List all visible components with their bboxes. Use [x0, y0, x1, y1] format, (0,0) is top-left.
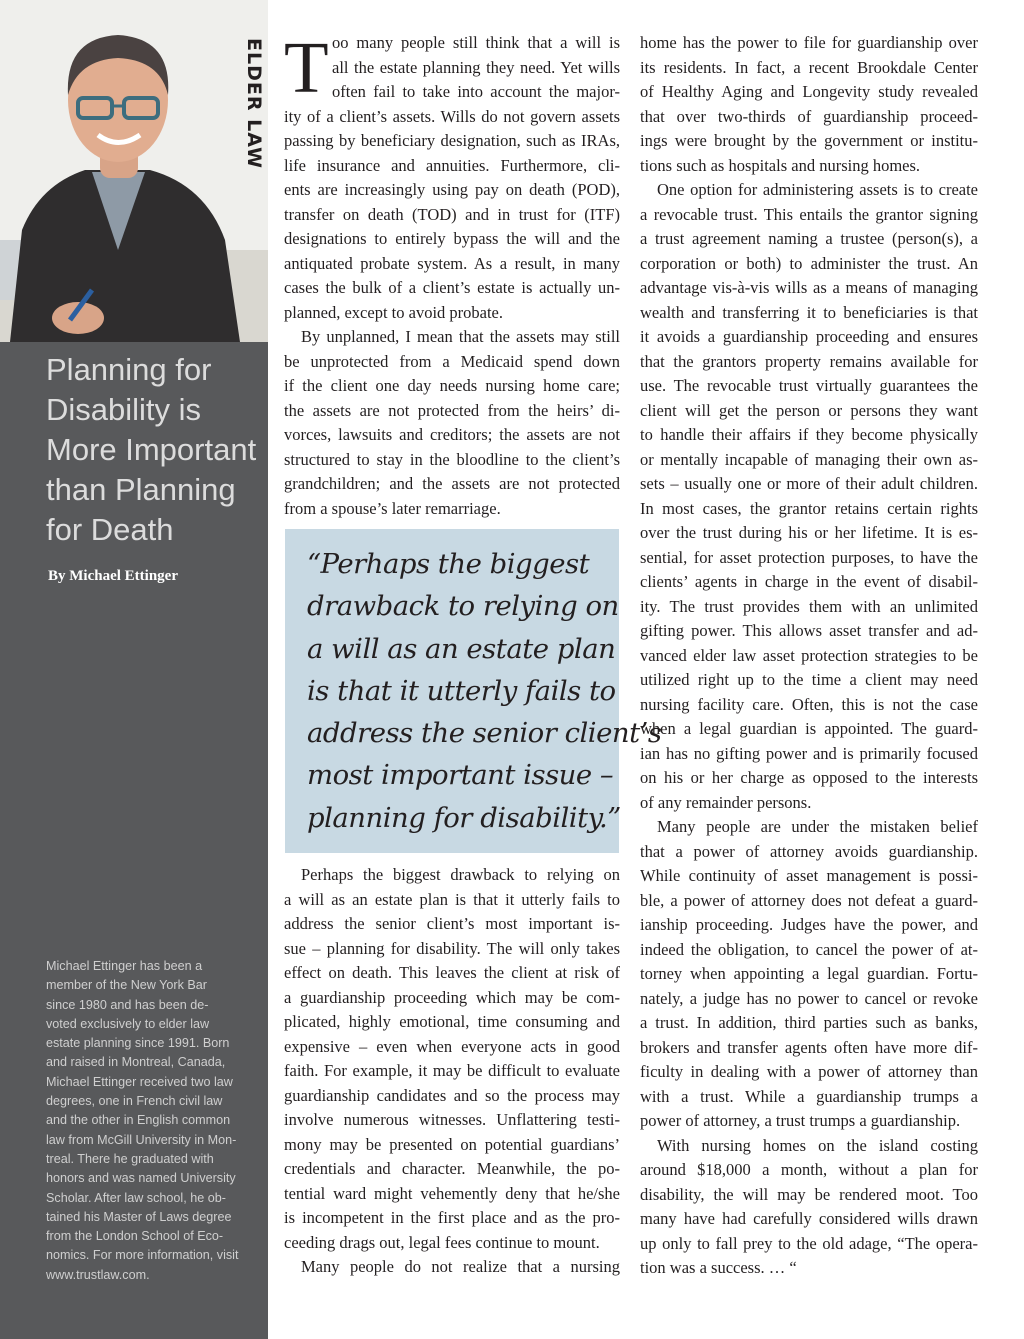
text-line: nursing facility care. Often, this is not the case: [640, 694, 978, 714]
author-photo: [0, 0, 268, 342]
text-line: sets – usually one or more of their adult children.: [640, 474, 978, 493]
text-line: mony may be presented on potential guardians’: [284, 1134, 620, 1154]
text-line: cases the bulk of a client’s estate is actually un-: [284, 278, 620, 297]
text-line: to handle their affairs if they become physically: [640, 425, 978, 444]
text-line: transfer on death (TOD) and in trust for (ITF): [284, 204, 620, 224]
pull-quote-line: “Perhaps the biggest: [307, 548, 590, 580]
text-line: if the client one day needs nursing home care;: [284, 376, 620, 395]
headline-line: More Important: [46, 432, 257, 467]
pull-quote-line: planning for disability.”: [307, 801, 621, 834]
text-line: or mentally incapable of managing their own as-: [640, 449, 978, 469]
bio-line: from the London School of Eco-: [46, 1229, 224, 1244]
article-column-1-continued: [284, 863, 620, 1280]
text-line: life insurance and annuities. Furthermore, cli-: [284, 155, 620, 175]
headline-line: for Death: [46, 512, 174, 547]
text-line: oo many people still think that a will is: [332, 33, 620, 52]
text-line: structured to stay in the bloodline to the client’s: [284, 449, 620, 469]
text-line: ity. The trust provides them with an unlimited: [640, 596, 978, 616]
sidebar: [0, 0, 268, 1339]
text-line: of Healthy Aging and Longevity study revealed: [640, 82, 978, 101]
text-line: ents are increasingly using pay on death (POD),: [284, 180, 620, 199]
text-line: torney when appointing a legal guardian. Fortu-: [640, 964, 978, 983]
bio-line: voted exclusively to elder law: [46, 1016, 210, 1031]
text-line: when a legal guardian is appointed. The guard-: [640, 719, 978, 738]
text-line: faith. For example, it may be difficult to evaluate: [284, 1061, 620, 1080]
bio-line: since 1980 and has been de-: [46, 997, 209, 1012]
text-line: around $18,000 a month, without a plan for: [640, 1160, 978, 1179]
bio-line: estate planning since 1991. Born: [46, 1036, 230, 1051]
pull-quote-text: [307, 543, 662, 839]
byline: By Michael Ettinger: [48, 568, 178, 584]
text-line: ble, a power of attorney does not defeat a guard-: [640, 890, 978, 910]
text-line: Many people are under the mistaken belief: [657, 817, 978, 836]
text-line: grandchildren; and the assets are not protected: [284, 474, 620, 493]
text-line: planned, except to avoid probate.: [284, 302, 504, 322]
text-line: address the senior client’s most important is-: [284, 914, 620, 933]
text-line: indeed the obligation, to cancel the power of at-: [640, 939, 978, 959]
text-line: sential, for asset protection purposes, to have the: [640, 547, 978, 567]
text-line: With nursing homes on the island costing: [657, 1135, 978, 1155]
text-line: over the trust during his or her lifetime. It is es-: [640, 523, 978, 542]
text-line: advantage vis-à-vis wills as a means of managing: [640, 278, 978, 297]
text-line: a trust agreement naming a trustee (person(s), a: [640, 229, 978, 248]
bio-line: law from McGill University in Mon-: [46, 1132, 237, 1147]
text-line: a trust. In addition, third parties such as banks,: [640, 1013, 978, 1032]
text-line: home has the power to file for guardianship over: [640, 33, 978, 52]
text-line: While continuity of asset management is possi-: [640, 866, 978, 885]
article-column-1: [284, 27, 620, 521]
text-line: be unprotected from a Medicaid spend down: [284, 351, 620, 371]
text-line: vanced elder law asset protection strategies to be: [640, 645, 978, 665]
text-line: involve numerous witnesses. Unflattering testi-: [284, 1110, 620, 1129]
text-line: is incompetent in the first place and as the pro-: [284, 1208, 620, 1227]
text-line: tion was a success. … “: [640, 1258, 797, 1277]
bio-line: tained his Master of Laws degree: [46, 1209, 232, 1224]
text-line: that a power of attorney avoids guardianship.: [640, 841, 978, 861]
bio-line: www.trustlaw.com.: [46, 1267, 150, 1282]
text-line: that the grantors property remains available for: [640, 351, 978, 371]
text-line: vorces, lawsuits and creditors; the assets are not: [284, 425, 620, 444]
text-line: sue – planning for disability. The will only takes: [284, 938, 620, 958]
text-line: credentials and character. Meanwhile, the po-: [284, 1159, 620, 1178]
text-line: with a trust. While a guardianship trumps a: [640, 1086, 978, 1106]
intro-paragraph: [284, 27, 620, 108]
text-line: designations to entirely bypass the will and the: [284, 229, 620, 248]
bio-line: member of the New York Bar: [46, 978, 207, 993]
text-line: wealth and transferring it to beneficiaries is that: [640, 302, 978, 322]
pull-quote-line: most important issue –: [307, 759, 614, 792]
text-line: Many people do not realize that a nursing: [301, 1257, 620, 1276]
text-line: all the estate planning they need. Yet wills: [332, 57, 620, 77]
bio-line: Michael Ettinger has been a: [46, 959, 203, 973]
text-line: disability, the will may be rendered moot. Too: [640, 1184, 978, 1204]
pull-quote: [285, 529, 662, 853]
bio-line: Michael Ettinger received two law: [46, 1074, 233, 1089]
text-line: ficulty in dealing with a power of attorney than: [640, 1062, 978, 1081]
text-line: passing by beneficiary designation, such as IRAs,: [284, 131, 620, 150]
headline-line: Disability is: [46, 392, 202, 427]
text-line: One option for administering assets is to create: [657, 180, 978, 199]
text-line: use. The revocable trust virtually guarantees the: [640, 376, 978, 395]
text-line: guardianship candidates and so the process may: [284, 1085, 620, 1105]
headline-line: Planning for: [46, 352, 212, 387]
text-line: tions such as hospitals and nursing homes.: [640, 155, 921, 175]
bio-line: and raised in Montreal, Canada,: [46, 1055, 226, 1070]
text-line: that over two-thirds of guardianship proceed-: [640, 106, 978, 126]
text-line: By unplanned, I mean that the assets may still: [301, 327, 620, 346]
text-line: from a spouse’s later remarriage.: [284, 498, 501, 518]
text-line: often fail to take into account the major-: [332, 82, 620, 101]
text-line: clients’ agents in charge in the event of disabil-: [640, 572, 978, 591]
section-label: ELDER LAW: [243, 38, 265, 169]
text-line: In most cases, the grantor retains certain rights: [640, 498, 978, 518]
text-line: ceeding drags out, legal fees continue to mount.: [284, 1232, 600, 1252]
text-line: ings were brought by the government or institu-: [640, 131, 978, 150]
text-line: antiquated probate system. As a result, in many: [284, 253, 620, 273]
text-line: power of attorney, a trust trumps a guardianship.: [640, 1111, 961, 1130]
article-column-2: [640, 31, 978, 1281]
text-line: client will get the person or persons they want: [640, 400, 978, 420]
text-line: up only to fall prey to the old adage, “The opera-: [640, 1233, 978, 1253]
text-line: corporation or both) to administer the trust. An: [640, 253, 978, 273]
pull-quote-line: a will as an estate plan: [307, 632, 616, 665]
text-line: ity of a client’s assets. Wills do not govern assets: [284, 106, 620, 126]
text-line: on his or her charge as opposed to the interests: [640, 768, 978, 787]
pull-quote-line: drawback to relying on: [307, 590, 619, 623]
pull-quote-line: is that it utterly fails to: [307, 674, 616, 707]
pull-quote-line: address the senior client’s: [307, 717, 662, 750]
headline-line: than Planning: [46, 472, 236, 507]
bio-line: treal. There he graduated with: [46, 1151, 214, 1166]
text-line: nately, a judge has no power to cancel or revoke: [640, 988, 978, 1008]
text-line: expensive – even when everyone acts in good: [284, 1036, 620, 1056]
text-line: its residents. In fact, a recent Brookdale Center: [640, 57, 978, 77]
drop-cap: T: [284, 27, 329, 108]
text-line: brokers and transfer agents often have more dif-: [640, 1037, 978, 1057]
bio-line: Scholar. After law school, he ob-: [46, 1190, 226, 1205]
text-line: plicated, highly emotional, time consuming and: [284, 1012, 620, 1031]
text-line: the assets are not protected from the heirs’ di-: [284, 400, 620, 420]
text-line: it avoids a guardianship proceeding and ensures: [640, 327, 978, 346]
text-line: tential ward might vehemently deny that he/she: [284, 1183, 620, 1203]
bio-line: and the other in English common: [46, 1113, 231, 1128]
text-line: ianship proceeding. Judges have the power, and: [640, 915, 978, 934]
text-line: of any remainder persons.: [640, 792, 812, 812]
author-bio: [46, 957, 260, 1285]
headline: [46, 350, 261, 550]
text-line: Perhaps the biggest drawback to relying on: [301, 865, 620, 884]
text-line: gifting power. This allows asset transfer and ad-: [640, 621, 978, 640]
text-line: effect on death. This leaves the client at risk of: [284, 963, 620, 982]
text-line: utilized right up to the time a client may need: [640, 670, 978, 689]
text-line: a revocable trust. This entails the grantor signing: [640, 204, 978, 224]
text-line: many have had carefully considered wills drawn: [640, 1209, 978, 1228]
bio-line: degrees, one in French civil law: [46, 1094, 223, 1109]
text-line: a will as an estate plan is that it utterly fails to: [284, 889, 620, 909]
text-line: a guardianship proceeding which may be com-: [284, 987, 620, 1007]
bio-line: nomics. For more information, visit: [46, 1248, 239, 1263]
text-line: ian has no gifting power and is primarily focused: [640, 743, 978, 763]
bio-line: honors and was named University: [46, 1171, 236, 1186]
